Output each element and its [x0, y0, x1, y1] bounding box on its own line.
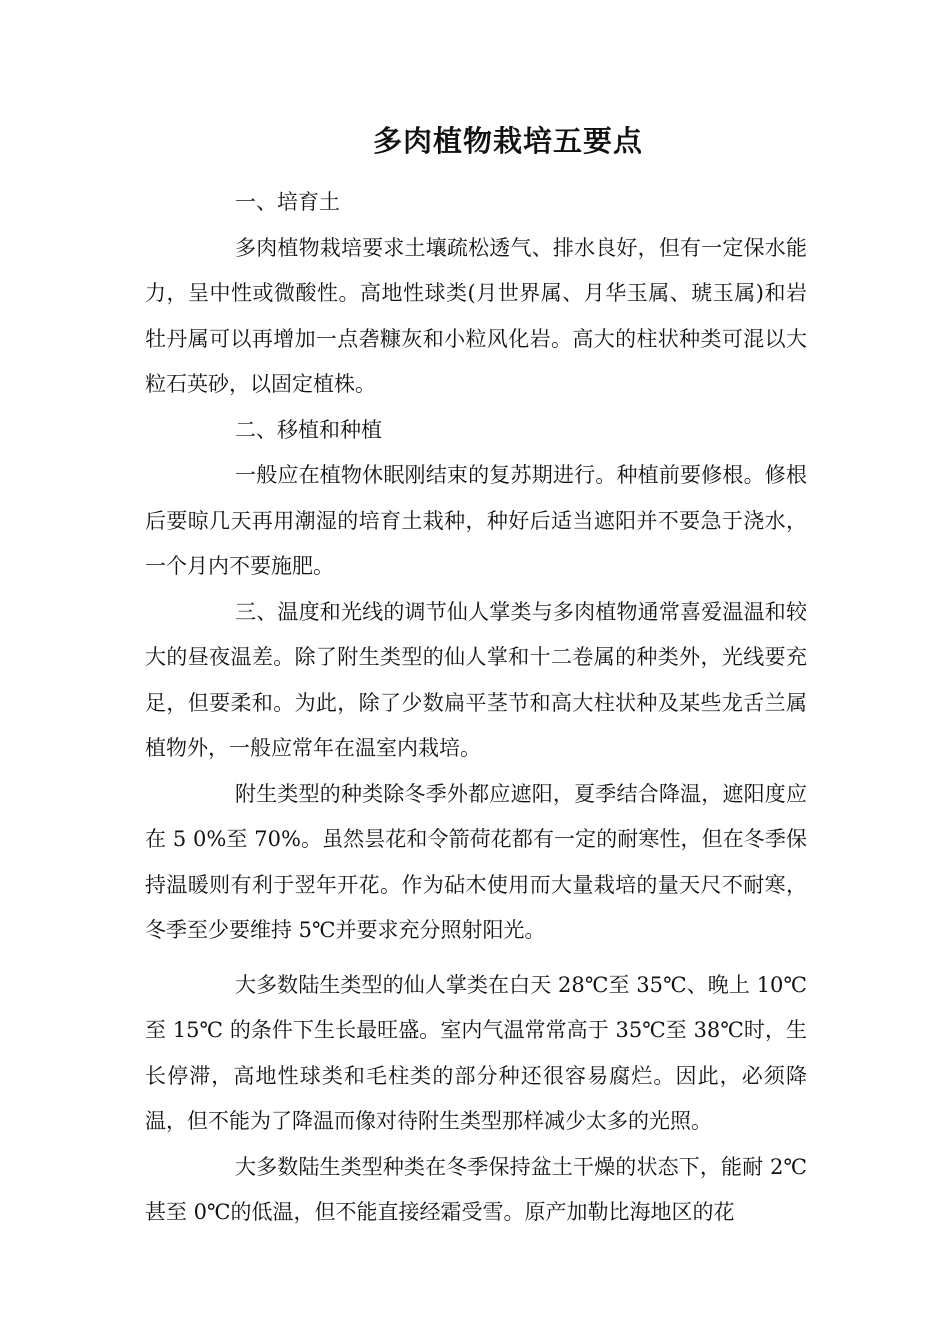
section-heading-soil: 一、培育土 — [235, 190, 340, 214]
paragraph-terrestrial-winter: 大多数陆生类型种类在冬季保持盆土干燥的状态下，能耐 2℃甚至 0℃的低温，但不能直接经霜受雪。原产加勒比海地区的花 — [145, 1154, 807, 1224]
section-heading-planting: 二、移植和种植 — [235, 417, 382, 442]
paragraph-soil: 多肉植物栽培要求土壤疏松透气、排水良好，但有一定保水能力，呈中性或微酸性。高地性球类(月世界属、月华玉属、琥玉属)和岩牡丹属可以再增加一点砻糠灰和小粒风化岩。高大的柱状种类可混以大粒石英砂，以固定植株。 — [145, 235, 807, 396]
paragraph-temperature-light: 三、温度和光线的调节仙人掌类与多肉植物通常喜爱温温和较大的昼夜温差。除了附生类型的仙人掌和十二卷属的种类外，光线要充足，但要柔和。为此，除了少数扁平茎节和高大柱状种及某些龙舌兰属植物外，一般应常年在温室内栽培。 — [145, 599, 807, 760]
document-title: 多肉植物栽培五要点 — [372, 124, 643, 158]
document-body — [145, 180, 807, 1236]
paragraph-epiphytic-types: 附生类型的种类除冬季外都应遮阳，夏季结合降温，遮阳度应在 5 0%至 70%。虽然昙花和令箭荷花都有一定的耐寒性，但在冬季保持温暖则有利于翌年开花。作为砧木使用而大量栽培的量天尺不耐寒，冬季至少要维持 5℃并要求充分照射阳光。 — [145, 781, 807, 942]
paragraph-terrestrial-summer: 大多数陆生类型的仙人掌类在白天 28℃至 35℃、晚上 10℃至 15℃ 的条件下生长最旺盛。室内气温常常高于 35℃至 38℃时，生长停滞，高地性球类和毛柱类的部分种还很容易腐烂。因此，必须降温，但不能为了降温而像对待附生类型那样减少太多的光照。 — [145, 972, 807, 1133]
paragraph-planting: 一般应在植物休眠刚结束的复苏期进行。种植前要修根。修根后要晾几天再用潮湿的培育土栽种，种好后适当遮阳并不要急于浇水，一个月内不要施肥。 — [145, 463, 807, 578]
